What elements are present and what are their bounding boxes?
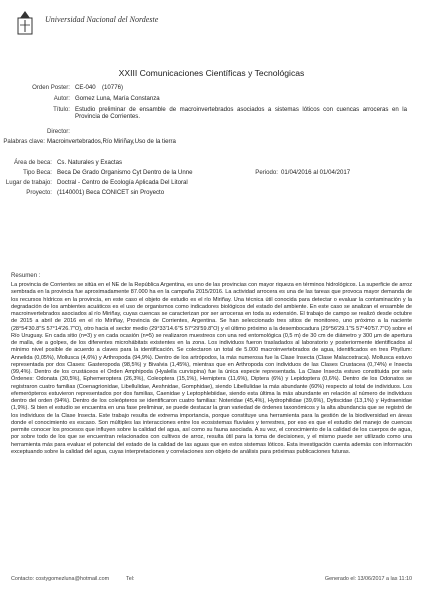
contact-label: Contacto: xyxy=(11,576,35,582)
tipo-value: Beca De Grado Organismo Cyt Dentro de la Unne xyxy=(57,169,193,176)
area-value: Cs. Naturales y Exactas xyxy=(57,159,123,166)
tel-label: Tel: xyxy=(126,576,135,582)
resumen-text: La provincia de Corrientes se sitúa en el NE de la República Argentina, es uno de las provincias con mayor riqueza en términos hidrológicos. La superficie de arroz sembrada en la provincia fue aproximadamente 87.000 ha en la campaña 2015/2016. La actividad arrocera es una de las tareas que provoca mayor demanda de los recursos hídricos en la provincia, en este caso el objeto de estudio es el río Miriñay. Una técnica útil conocida para detectar o evaluar la contaminación y la degradación de los ambientes acuáticos es el uso de organismos como indicadores biológicos del estado del ambiente. En este caso se analizan el ensamble de macroinvertebrados asociados al río Miriñay, cuyas cuencas se caracterizan por ser arroceras en toda su extensión. El trabajo de campo se realizó desde octubre de 2015 a abril de 2016 en el río Miriñay, Provincia de Corrientes, Argentina. Se han seleccionado tres sitios de monitoreo, uno próximo a la naciente (28°54'30.8"S 57°14'26.7"O), otro hacia el sector medio (29°33'14.6"S 57°29'59.8"O) y el último próximo a la desembocadura (29°56'29.1"S 57°40'57.7"O) sobre el Río Uruguay. En cada sitio (n=3) y en cada ocasión (n=5) se realizaron muestreos con una red entomológica (0,5 m) de 30 cm de diámetro y 300 µm de apertura de malla, de a golpes, de los diferentes microhábitats existentes en la zona. Los individuos fueron trasladados al laboratorio y posteriormente identificados al mínimo nivel posible de acuerdo a claves para la identificación. Se colectaron un total de 5.000 macroinvertebrados de agua, identificados en tres Phyllum: Annelida (0,05%), Mollusca (4,6%) y Arthropoda (94,9%). Dentro de los artrópodos, la más numerosa fue la Clase Insecta (Clase Malacostraca). Mollusca estuvo representada por dos Clases: Gasteropoda (98,5%) y Bivalvia (1,45%), mientras que en Arthropoda con individuos de las Clases Crustacea (0,74%) e Insecta (99,4%). Dentro de los crustáceos el Orden Amphipoda (Hyalella curvispina) fue la única especie representada. La Clase Insecta estuvo constituida por seis Órdenes: Odonata (30,5%), Ephemeroptera (26,3%), Coleoptera (15,1%), Hemiptera (11,6%), Diptera (6%) y Lepidoptera (0,6%). Dentro de los Odonatos se registraron cuatro familias (Coenagrionidae, Libellulidae, Aeshnidae, Gomphidae), siendo Libellulidae la más abundante (60%) respecto al total de individuos. Los efemerópteros estuvieron representados por dos familias, Caenidae y Leptophlebiidae, siendo esta última la más abundante en relación al número de individuos dentro del orden (94%). Dentro de los coleópteros se identificaron cuatro familias: Noteridae (45,4%), Hydrophilidae (39,6%), Dytiscidae (13,1%) y Hydraenidae (1,9%). Si bien el estudio se encuentra en una fase preliminar, se puede destacar la gran variedad de órdenes taxonómicos y la alta abundancia que se registró de los individuos de la Clase Insecta. Este trabajo resulta de extrema importancia, porque constituye una herramienta para la gestión de la biodiversidad en áreas donde el conocimiento es escaso. Son múltiples las interacciones entre los ecosistemas fluviales y terrestres, por eso es que el estudio del manejo de cuencas permite conocer los procesos que influyen sobre la calidad del agua, así como su fauna asociada. A su vez, el conocimiento de la calidad de los cuerpos de agua, por sobre todo de los que se encuentran relacionados con cultivos de arroz, resulta útil para la toma de decisiones, y el mismo puede ser utilizado como una herramienta más para evaluar el potencial del estado de la calidad de las aguas que en estos sistemas lóticos. Esta investigación cuenta además con información exceptuando sobre la calidad del agua, cuyas interpretaciones y correlaciones son objeto de análisis para próximas publicaciones futuras. xyxy=(11,282,412,455)
area-label: Área de beca: xyxy=(14,159,52,166)
lugar-label: Lugar de trabajo: xyxy=(5,179,52,186)
titulo-label: Título: xyxy=(53,106,70,113)
autor-label: Autor: xyxy=(53,95,70,102)
titulo-value: Estudio preliminar de ensamble de macroinvertebrados asociados a sistemas lóticos con cuencas arroceras en la Provincia de Corrientes. xyxy=(75,106,407,121)
page-title: XXIII Comunicaciones Científicas y Tecnológicas xyxy=(118,68,305,78)
footer-tel xyxy=(126,576,134,582)
generated-timestamp: Generado el: 13/06/2017 a las 11:10 xyxy=(324,576,412,582)
orden-poster-label: Orden Poster: xyxy=(32,84,70,91)
resumen-label: Resumen : xyxy=(11,272,41,279)
orden-poster-id: (10776) xyxy=(102,84,124,91)
proyecto-value: (1140001) Beca CONICET sin Proyecto xyxy=(57,189,165,196)
palabras-value: Macroinvertebrados,Río Miriñay,Uso de la tierra xyxy=(47,138,176,145)
footer-contact xyxy=(11,576,109,582)
tipo-label: Tipo Beca: xyxy=(23,169,52,176)
autor-value: Gomez Luna, María Constanza xyxy=(75,95,160,102)
lugar-value: Doctral - Centro de Ecología Aplicada Del Litoral xyxy=(57,179,188,186)
palabras-label: Palabras clave: xyxy=(3,138,45,145)
director-label: Director: xyxy=(46,128,70,135)
university-name: Universidad Nacional del Nordeste xyxy=(45,15,159,24)
contact-email: costygomezluna@hotmail.com xyxy=(35,576,110,582)
orden-poster-value: CE-040 xyxy=(75,84,96,91)
periodo-label: Periodo: xyxy=(255,169,278,176)
periodo-value: 01/04/2016 al 01/04/2017 xyxy=(281,169,351,176)
university-logo-icon xyxy=(14,10,36,36)
proyecto-label: Proyecto: xyxy=(26,189,52,196)
